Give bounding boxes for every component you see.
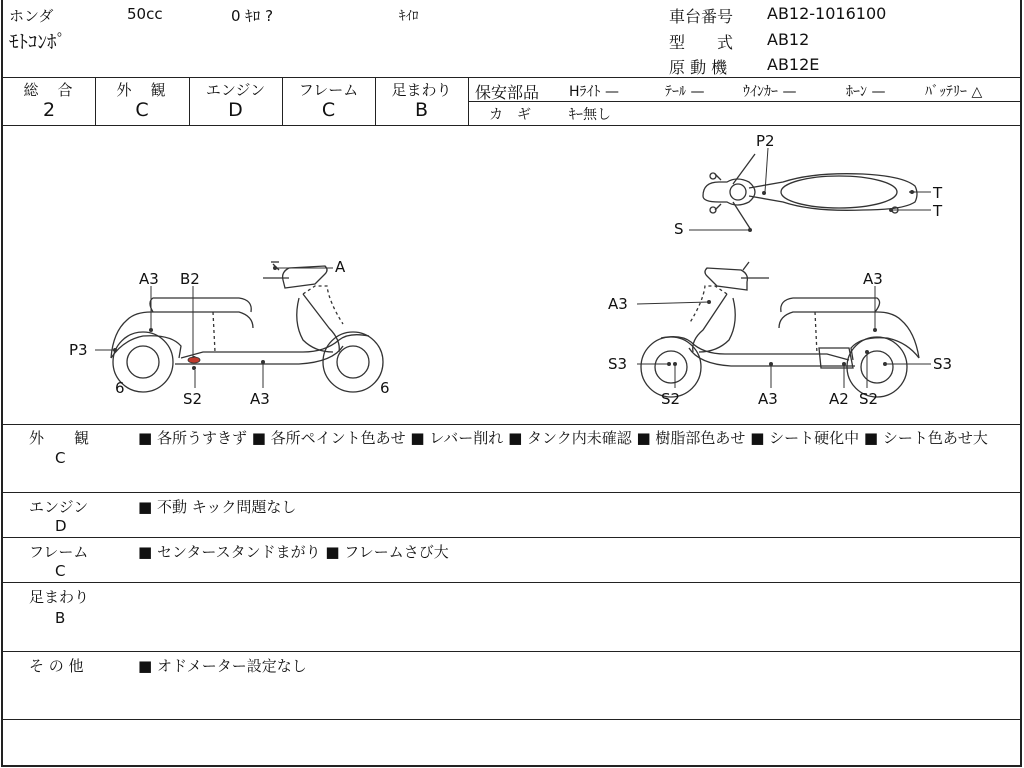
divider [3,651,1020,652]
safety-item-name: ｳｲﾝｶｰ [743,84,778,100]
maker-name: ホンダ [9,7,54,25]
safety-item-status: — [871,84,886,100]
diagram-label: A3 [139,270,159,288]
key-value: ｷｰ無し [569,107,611,123]
diagram-label: A3 [250,390,270,408]
grade-engine [189,77,282,125]
safety-item-status: — [604,84,619,100]
grade-value: C [321,99,336,121]
grade-label: 外 観 [116,81,168,99]
inspection-sheet [1,0,1022,767]
safety-item-status: — [782,84,797,100]
diagram-label: S3 [608,355,628,373]
section-label: フレーム [29,543,89,561]
diagram-label: T [933,184,943,202]
safety-item-winker [743,81,796,101]
divider [3,582,1020,583]
section-text: ■ 各所うすきず ■ 各所ペイント色あせ ■ レバー削れ ■ タンク内未確認 ■ 樹脂部色あせ ■ シート硬化中 ■ シート色あせ大 [138,429,988,447]
section-label: そ の 他 [29,657,84,675]
diagram-label: A2 [829,390,849,408]
diagram-label: A3 [758,390,778,408]
safety-item-taillight [665,81,704,101]
section-grade: C [55,449,66,467]
scooter-top-view [703,154,917,230]
grade-value: C [135,99,149,121]
diagram-label: P2 [756,132,775,150]
diagram-label: A3 [608,295,628,313]
damage-diagram [3,126,1020,424]
diagram-label: B2 [180,270,200,288]
mileage-unit: ｷｲﾛ [399,9,419,24]
divider [3,424,1020,425]
safety-item-name: ﾎｰﾝ [846,84,867,100]
divider [468,101,1020,102]
frame-number-label: 車台番号 [669,7,734,26]
safety-item-name: Hﾗｲﾄ [569,84,601,100]
section-text: ■ オドメーター設定なし [138,657,307,675]
section-grade: C [55,562,66,580]
grade-label: エンジン [205,81,266,99]
grade-frame [282,77,375,125]
diagram-label: A [335,258,346,276]
engine-type-value: AB12E [767,55,820,74]
safety-parts-title: 保安部品 [475,83,540,102]
diagram-label: S3 [933,355,953,373]
diagram-label: A3 [863,270,883,288]
section-grade: B [55,609,66,627]
safety-item-name: ﾃｰﾙ [665,84,686,100]
safety-item-horn [846,81,885,101]
damage-mark [188,357,200,363]
divider [3,719,1020,720]
section-grade: D [55,517,67,535]
displacement: 50cc [127,5,163,23]
grade-suspension [375,77,468,125]
divider [3,537,1020,538]
grade-value: D [228,99,243,121]
section-label: 足まわり [29,588,90,606]
diagram-label: 6 [380,379,390,397]
grade-label: 総 合 [23,81,75,99]
safety-item-battery [925,81,982,101]
diagram-label: S2 [859,390,879,408]
grade-overall [3,77,95,125]
key-label: カ ギ [489,107,531,123]
grade-label: 足まわり [391,81,452,99]
divider [3,492,1020,493]
grade-value: B [414,99,429,121]
diagram-label: S [674,220,684,238]
model-type-label: 型 式 [669,33,734,52]
model-name: ﾓﾄｺﾝﾎﾟ [9,31,67,53]
mileage: 0 ｷﾛ ? [231,7,274,25]
section-text: ■ 不動 キック問題なし [138,498,297,516]
frame-number-value: AB12-1016100 [767,4,887,23]
section-label: エンジン [29,498,89,516]
safety-item-status: — [690,84,705,100]
safety-item-name: ﾊﾞｯﾃﾘｰ [925,84,967,100]
section-text: ■ センタースタンドまがり ■ フレームさび大 [138,543,449,561]
model-type-value: AB12 [767,30,810,49]
safety-item-headlight [569,81,619,101]
grade-value: 2 [42,99,56,121]
diagram-label: S2 [183,390,203,408]
diagram-label: S2 [661,390,681,408]
diagram-label: 6 [115,379,125,397]
section-label: 外 観 [29,429,90,447]
grade-exterior [95,77,189,125]
diagram-label: T [933,202,943,220]
grade-label: フレーム [298,81,359,99]
engine-type-label: 原 動 機 [669,58,728,77]
safety-item-status: △ [971,84,983,100]
diagram-label: P3 [69,341,88,359]
